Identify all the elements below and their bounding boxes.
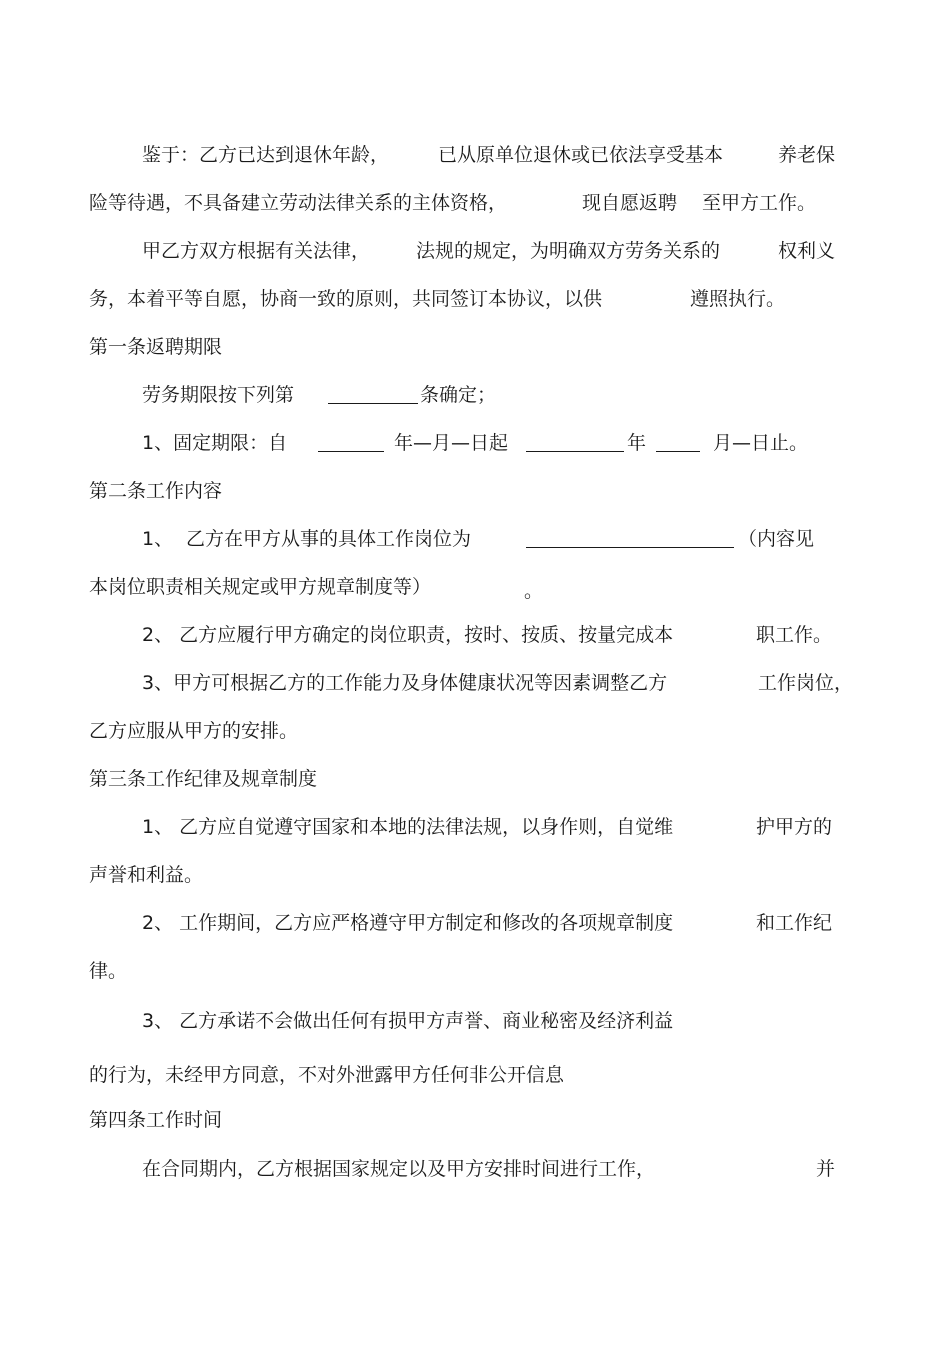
item-text: 律。	[89, 960, 128, 982]
item-number: 1、	[142, 528, 174, 550]
item-text: 乙方在甲方从事的具体工作岗位为	[186, 528, 472, 550]
article-heading: 第二条工作内容	[89, 480, 223, 502]
position-blank[interactable]	[526, 547, 734, 548]
preamble-text: 务，本着平等自愿，协商一致的原则，共同签订本协议，以供	[89, 288, 603, 310]
item-text: 。	[524, 580, 544, 602]
item-text: 1、 乙方应自觉遵守国家和本地的法律法规，以身作则，自觉维	[142, 816, 674, 838]
item-text: （内容见	[738, 528, 815, 550]
preamble-text: 甲乙方双方根据有关法律，	[142, 240, 371, 262]
end-year-blank[interactable]	[526, 451, 624, 452]
item-text: 乙方应服从甲方的安排。	[89, 720, 299, 742]
article-heading: 第三条工作纪律及规章制度	[89, 768, 318, 790]
article-heading: 第四条工作时间	[89, 1109, 223, 1131]
item-text: 2、 乙方应履行甲方确定的岗位职责，按时、按质、按量完成本	[142, 624, 674, 646]
item-text: 3、甲方可根据乙方的工作能力及身体健康状况等因素调整乙方	[142, 672, 668, 694]
preamble-text: 法规的规定，为明确双方劳务关系的	[416, 240, 721, 262]
term-text: 条确定；	[420, 384, 497, 406]
item-text: 职工作。	[756, 624, 833, 646]
preamble-text: 权利义	[778, 240, 836, 262]
preamble-text: 养老保	[778, 144, 836, 166]
preamble-text: 险等待遇，不具备建立劳动法律关系的主体资格，	[89, 192, 508, 214]
fixed-term-text: 年—月—日起	[394, 432, 509, 454]
preamble-text: 鉴于：乙方已达到退休年龄，	[142, 144, 390, 166]
item-text: 工作岗位，	[758, 672, 854, 694]
fixed-term-text: 1、固定期限：自	[142, 432, 288, 454]
preamble-text: 现自愿返聘	[582, 192, 678, 214]
term-text: 劳务期限按下列第	[142, 384, 295, 406]
end-month-blank[interactable]	[656, 451, 700, 452]
paragraph-text: 在合同期内，乙方根据国家规定以及甲方安排时间进行工作，	[142, 1158, 656, 1180]
article-heading: 第一条返聘期限	[89, 336, 223, 358]
item-text: 3、 乙方承诺不会做出任何有损甲方声誉、商业秘密及经济利益	[142, 1010, 674, 1032]
term-number-blank[interactable]	[328, 403, 418, 404]
preamble-text: 至甲方工作。	[702, 192, 817, 214]
item-text: 和工作纪	[756, 912, 833, 934]
paragraph-text: 并	[816, 1158, 836, 1180]
preamble-text: 已从原单位退休或已依法享受基本	[438, 144, 724, 166]
fixed-term-text: 年	[627, 432, 647, 454]
item-text: 护甲方的	[756, 816, 833, 838]
item-text: 声誉和利益。	[89, 864, 204, 886]
item-text: 2、 工作期间，乙方应严格遵守甲方制定和修改的各项规章制度	[142, 912, 674, 934]
preamble-text: 遵照执行。	[690, 288, 786, 310]
start-year-blank[interactable]	[318, 451, 384, 452]
item-text: 的行为，未经甲方同意，不对外泄露甲方任何非公开信息	[89, 1064, 565, 1086]
item-text: 本岗位职责相关规定或甲方规章制度等）	[89, 576, 432, 598]
fixed-term-text: 月—日止。	[713, 432, 809, 454]
